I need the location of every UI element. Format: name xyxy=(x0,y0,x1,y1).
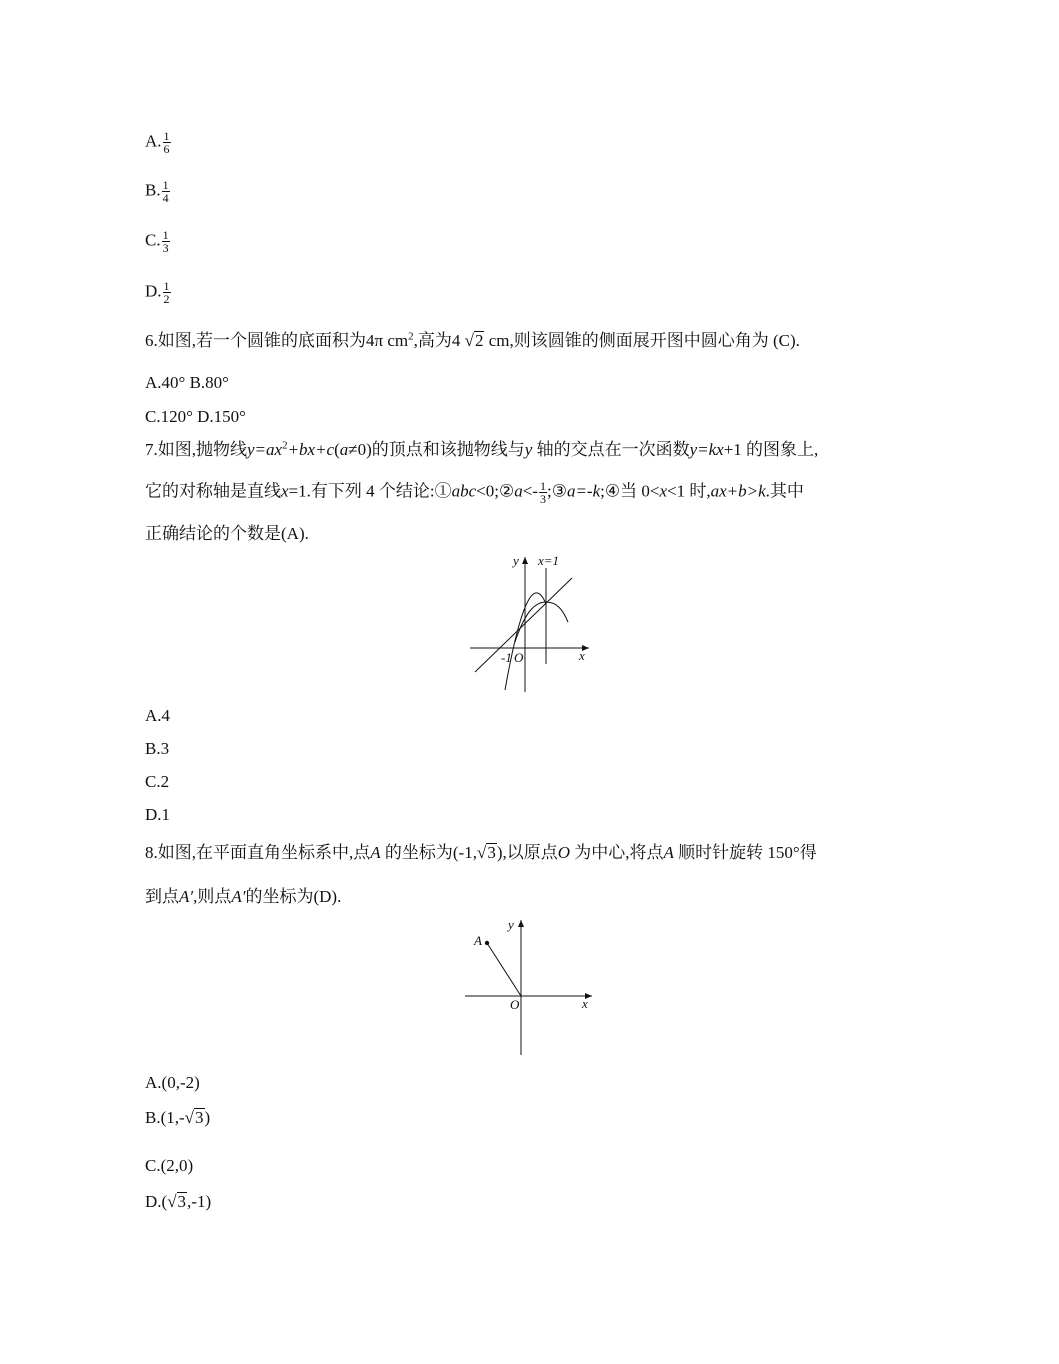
q7-option-d: D.1 xyxy=(145,805,171,824)
q7-stem-line2: 它的对称轴是直线x=1.有下列 4 个结论:①abc<0;②a<- $\frac{1}{3}$ ;③a=-k;④当 0<x<1 时,ax+b>k.其中 xyxy=(145,479,804,506)
y-label: y xyxy=(513,553,519,568)
q7-stem-line3: 正确结论的个数是(A). xyxy=(145,524,309,543)
neg-one-label: -1 xyxy=(501,650,512,665)
fraction: $\frac{1}{4}$ xyxy=(162,178,169,205)
q8-option-a: A.(0,-2) xyxy=(145,1073,200,1092)
x-label: x xyxy=(582,996,588,1011)
q6-stem: 6.如图,若一个圆锥的底面积为4π $cm^2$,高为4 √2 cm,则该圆锥的侧面展开图中圆心角为 (C). xyxy=(145,330,800,350)
q5-option-d: D. $\frac{1}{2}$ xyxy=(145,279,170,306)
sqrt: √3 xyxy=(184,1108,204,1127)
q8-stem-line1: 8.如图,在平面直角坐标系中,点A 的坐标为(-1,√3),以原点O 为中心,将点A 顺时针旋转 150°得 xyxy=(145,843,817,862)
q8-option-d: D.(√3,-1) xyxy=(145,1192,212,1211)
linear-function-line xyxy=(475,578,572,672)
q7-option-c: C.2 xyxy=(145,772,170,791)
q7-option-b: B.3 xyxy=(145,739,170,758)
q8-option-b: B.(1,-√3) xyxy=(145,1108,211,1127)
q7-figure-parabola xyxy=(465,550,595,695)
fraction: $\frac{1}{2}$ xyxy=(163,279,170,306)
sqrt: √3 xyxy=(167,1192,187,1211)
origin-label: O xyxy=(514,650,524,665)
segment-oa xyxy=(487,943,521,996)
q7-option-a: A.4 xyxy=(145,706,171,725)
x-eq-1-label: x=1 xyxy=(538,553,560,568)
fraction: $\frac{1}{6}$ xyxy=(163,129,170,156)
q5-option-c: C. $\frac{1}{3}$ xyxy=(145,228,169,255)
point-a xyxy=(485,941,489,945)
q8-option-c: C.(2,0) xyxy=(145,1156,194,1175)
q8-figure-coordinate xyxy=(460,915,600,1060)
origin-label: O xyxy=(510,997,520,1012)
q7-stem-line1: 7.如图,抛物线$y=ax^2+bx+c(a\ne 0)$的顶点和该抛物线与y 轴的交点在一次函数y=kx+1 的图象上, xyxy=(145,439,819,459)
fraction: $\frac{1}{3}$ xyxy=(162,228,169,255)
q6-options-row2: C.120° D.150° xyxy=(145,407,246,426)
q5-option-a: A. $\frac{1}{6}$ xyxy=(145,129,170,156)
sqrt: √3 xyxy=(476,843,496,862)
q8-stem-line2: 到点A′,则点A′的坐标为(D). xyxy=(145,887,342,906)
q6-options-row1: A.40° B.80° xyxy=(145,373,229,392)
fraction: $\frac{1}{3}$ xyxy=(539,479,546,506)
y-label: y xyxy=(508,917,514,932)
x-label: x xyxy=(579,648,585,663)
q5-option-b: B. $\frac{1}{4}$ xyxy=(145,178,169,205)
point-a-label: A xyxy=(474,933,482,948)
sqrt: √2 xyxy=(464,331,484,350)
